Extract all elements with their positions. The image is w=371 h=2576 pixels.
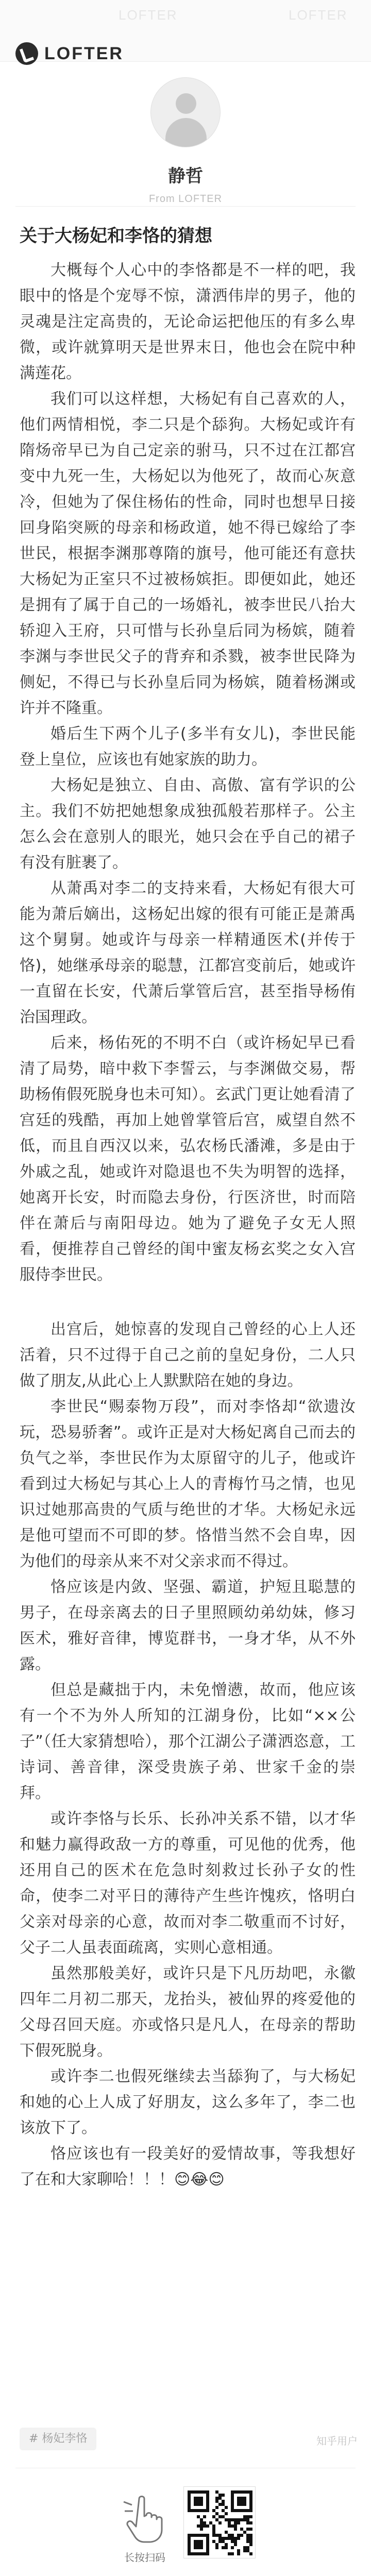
qr-finder (237, 2497, 246, 2506)
paragraph: 大杨妃是独立、自由、高傲、富有学识的公主。我们不妨把她想象成独孤般若那样子。公主怎么会在意别人的眼光，她只会在乎自己的裙子有没有脏裹了。 (20, 776, 356, 872)
qr-module (234, 2528, 237, 2531)
qr-module (206, 2524, 209, 2528)
qr-module (231, 2546, 234, 2549)
paragraph: 恪应该是内敛、坚强、霸道，护短且聪慧的男子，在母亲离去的日子里照顾幼弟幼妹，修习医术，雅好音律，博览群书，一身才华，从不外露。 (20, 1578, 356, 1673)
qr-module (225, 2512, 228, 2515)
qr-module (249, 2521, 252, 2524)
qr-finder (194, 2497, 203, 2506)
paragraph: 或许李恪与长乐、长孙冲关系不错，以才华和魅力赢得政敌一方的尊重，可见他的优秀，他还用自己的医术在危急时刻救过长孙子女的性命，使李二对平日的薄待产生些许愧疚，恪明白父亲对母亲的心意，故而对李二敬重而不讨好，父子二人虽表面疏离，实则心意相通。 (20, 1810, 356, 1957)
tag-chip[interactable]: # 杨妃李恪 (20, 2428, 96, 2450)
divider (15, 206, 356, 207)
qr-module (231, 2552, 234, 2555)
qr-finder (194, 2540, 203, 2549)
paragraph: 我们可以这样想，大杨妃有自己喜欢的人，他们两情相悦，李二只是个舔狗。大杨妃或许有隋炀帝早已为自己定亲的驸马，只不过在江都宫变中九死一生，大杨妃以为他死了，故而心灰意冷，但她为了保住杨佑的性命，同时也想早日接回身陷突厥的母亲和杨政道，她不得已嫁给了李世民，根据李渊那尊隋的旗号，他可能还有意扶大杨妃为正室只不过被杨嫔拒。即便如此，她还是拥有了属于自己的一场婚礼，被李世民八抬大轿迎入王府，只可惜与长孙皇后同为杨嫔，随着李渊与李世民父子的背弃和杀戮，被李世民降为侧妃，不得已与长孙皇后同为杨嫔，随着杨渊或许并不隆重。 (20, 390, 356, 717)
paragraph: 但总是藏拙于内，未免憎懑，故而，他应该有一个不为外人所知的江湖身份，比如“××公子”（任大家猜想哈），那个江湖公子潇洒恣意，工诗词、善音律，深受贵族子弟、世家千金的崇拜。 (20, 1681, 356, 1802)
watermark-text: LOFTER (289, 7, 348, 23)
paragraph: 或许李二也假死继续去当舔狗了，与大杨妃和她的心上人成了好朋友，这么多年了，李二也该放下了。 (20, 2067, 356, 2137)
paragraph: 婚后生下两个儿子(多半有女儿)，李世民能登上皇位，应该也有她家族的助力。 (20, 725, 356, 769)
corner-watermark: 知乎用户 (316, 2436, 358, 2447)
paragraph: 大概每个人心中的李恪都是不一样的吧，我眼中的恪是个宠辱不惊，潇洒伟岸的男子，他的灵魂是注定高贵的，无论命运把他压的有多么卑微，或许就算明天是世界末日，他也会在院中种满莲花。 (20, 261, 356, 382)
qr-module (240, 2534, 243, 2537)
qr-module (237, 2521, 240, 2524)
qr-module (237, 2537, 240, 2540)
top-header (0, 0, 371, 62)
qr-module (218, 2521, 222, 2524)
paragraph: 虽然那般美好，或许只是下凡历劫吧，永徽四年二月初二那天，龙抬头，被仙界的疼爱他的父母召回天庭。亦或恪只是凡人，在母亲的帮助下假死脱身。 (20, 1964, 356, 2060)
qr-module (203, 2515, 206, 2518)
watermark-text: LOFTER (119, 7, 178, 23)
paragraph: 出宫后，她惊喜的发现自己曾经的心上人还活着，只不过得于自己之前的皇妃身份，二人只做了朋友,从此心上人默默陪在她的身边。 (20, 1320, 356, 1390)
qr-module (215, 2546, 218, 2549)
lofter-logo[interactable] (15, 42, 124, 65)
qr-module (249, 2552, 252, 2555)
paragraph: 后来，杨佑死的不明不白（或许杨妃早已看清了局势，暗中救下李誓云，与李渊做交易，帮助杨侑假死脱身也未可知）。玄武门更让她看清了宫廷的残酷，再加上她曾掌管后宫，威望自然不低，而且自西汉以来，弘农杨氏潘滩，多是由于外戚之乱，她或许对隐退也不失为明智的选择，她离开长安，时而隐去身份，行医济世，时而陪伴在萧后与南阳母边。她为了避免子女无人照看，便推荐自己曾经的闺中蜜友杨玄奖之女入宫服侍李世民。 (20, 1034, 356, 1284)
avatar-head-icon (176, 93, 196, 114)
paragraph: 从萧禹对李二的支持来看，大杨妃有很大可能为萧后嫡出，这杨妃出嫁的很有可能正是萧禹这个舅舅。她或许与母亲一样精通医术(并传于恪)，她继承母亲的聪慧，江都宫变前后，她或许一直留在长安，代萧后掌管后宫，甚至指导杨侑治国理政。 (20, 879, 356, 1026)
qr-module (225, 2546, 228, 2549)
qr-module (215, 2506, 218, 2509)
author-name[interactable]: 静哲 (168, 166, 203, 187)
footer (0, 2473, 371, 2576)
hand-pointer-icon (122, 2494, 167, 2543)
author-profile (0, 77, 371, 205)
scan-label: 长按扫码 (124, 2551, 165, 2564)
qr-code[interactable] (183, 2486, 256, 2558)
qr-module (200, 2528, 203, 2531)
avatar-body-icon (165, 118, 207, 147)
post-content (20, 258, 356, 2193)
qr-module (234, 2543, 237, 2546)
avatar[interactable] (150, 77, 221, 147)
qr-module (225, 2506, 228, 2509)
paragraph-spacer (20, 1288, 356, 1317)
paragraph: 恪应该也有一段美好的爱情故事，等我想好了在和大家聊哈！！！😊😂😊 (20, 2145, 356, 2189)
qr-module (222, 2494, 225, 2497)
qr-module (237, 2552, 240, 2555)
qr-module (249, 2543, 252, 2546)
qr-module (249, 2515, 252, 2518)
lofter-logo-icon (15, 42, 38, 65)
post-title: 关于大杨妃和李恪的猜想 (20, 226, 212, 246)
paragraph: 李世民“赐泰物万段”，而对李恪却“欲遗汝玩，恐易骄奢”。或许正是对大杨妃离自己而去的负气之举，李世民作为太原留守的儿子，他或许看到过大杨妃与其心上人的青梅竹马之情，也见识过她那高贵的气质与绝世的才华。大杨妃永远是他可望而不可即的梦。恪惜当然不会自卑，因为他们的母亲从来不对父亲求而不得过。 (20, 1398, 356, 1570)
lofter-logo-text: LOFTER (44, 43, 124, 63)
from-source-text: From LOFTER (148, 193, 223, 205)
qr-module (249, 2528, 252, 2531)
